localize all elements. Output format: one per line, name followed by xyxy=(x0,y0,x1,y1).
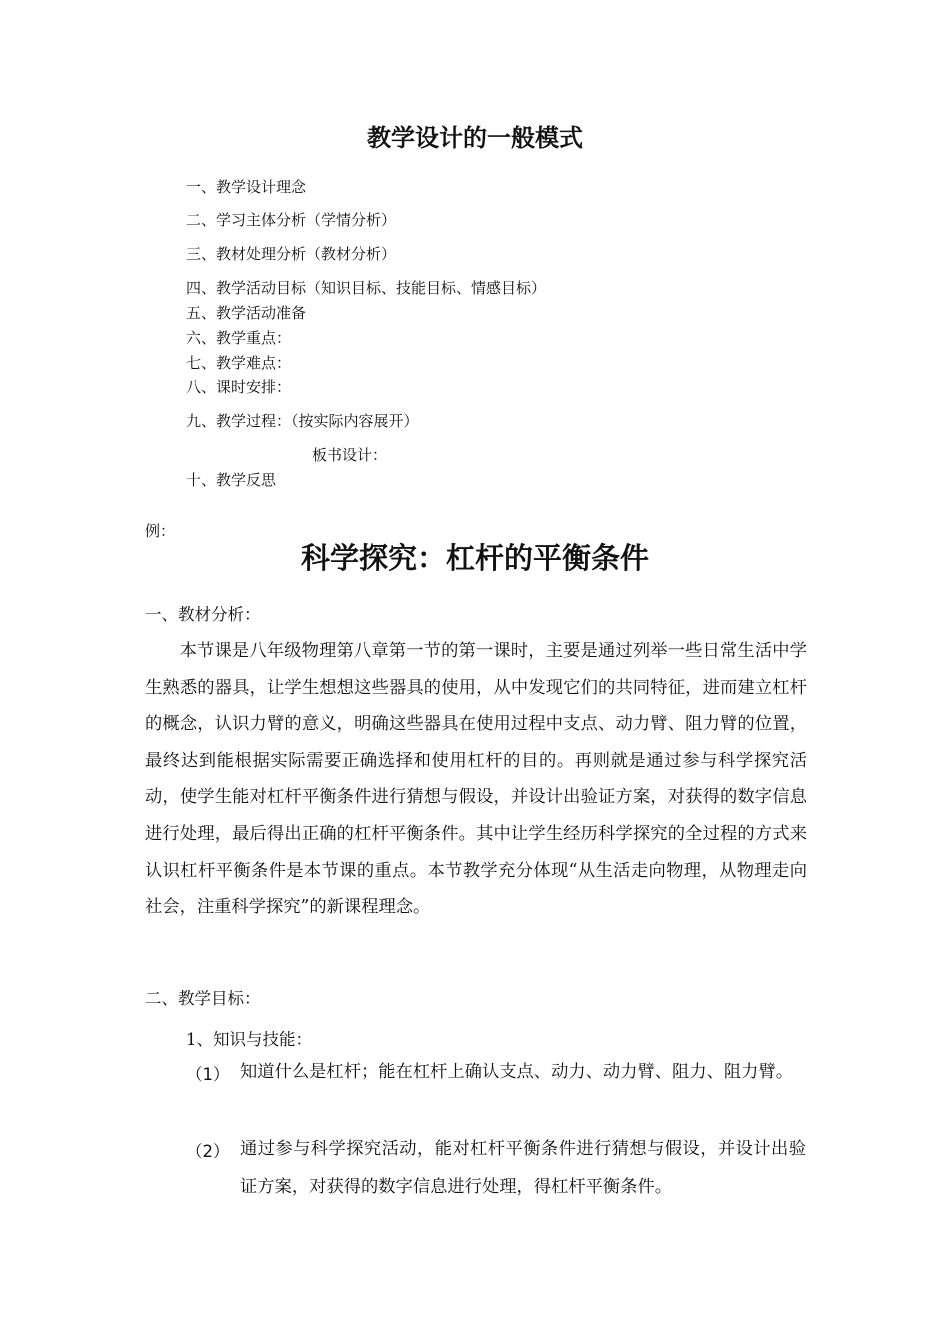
outline-item-4: 四、教学活动目标（知识目标、技能目标、情感目标） xyxy=(186,279,547,297)
outline-item-8: 八、课时安排： xyxy=(186,378,292,396)
lesson-title: 科学探究：杠杆的平衡条件 xyxy=(300,541,649,575)
outline-item-board-design: 板书设计： xyxy=(312,446,388,464)
document-title: 教学设计的一般模式 xyxy=(367,123,583,152)
section-heading-material-analysis: 一、教材分析： xyxy=(145,605,261,624)
goal-item-2: 通过参与科学探究活动，能对杠杆平衡条件进行猜想与假设，并设计出验证方案，对获得的数字信息进行处理，得杠杆平衡条件。 xyxy=(240,1139,806,1197)
section-heading-teaching-goals: 二、教学目标： xyxy=(145,989,261,1008)
outline-item-10: 十、教学反思 xyxy=(186,471,277,489)
material-analysis-paragraph: 本节课是八年级物理第八章第一节的第一课时，主要是通过列举一些日常生活中学生熟悉的器具，让学生想想这些器具的使用，从中发现它们的共同特征，进而建立杠杆的概念，认识力臂的意义，明确这些器具在使用过程中支点、动力臂、阻力臂的位置，最终达到能根据实际需要正确选择和使用杠杆的目的。再则就是通过参与科学探究活动，使学生能对杠杆平衡条件进行猜想与假设，并设计出验证方案，对获得的数字信息进行处理，最后得出正确的杠杆平衡条件。其中让学生经历科学探究的全过程的方式来认识杠杆平衡条件是本节课的重点。本节教学充分体现“从生活走向物理，从物理走向社会，注重科学探究”的新课程理念。 xyxy=(145,641,807,918)
outline-item-7: 七、教学难点： xyxy=(186,354,292,372)
outline-item-1: 一、教学设计理念 xyxy=(186,178,307,196)
subheading-knowledge-skills: 1、知识与技能： xyxy=(186,1030,312,1049)
item-number-2: （2） xyxy=(186,1142,230,1161)
outline-item-6: 六、教学重点： xyxy=(186,329,292,347)
outline-item-9: 九、教学过程：（按实际内容展开） xyxy=(186,412,419,430)
outline-item-3: 三、教材处理分析（教材分析） xyxy=(186,245,397,263)
goal-item-1: 知道什么是杠杆；能在杠杆上确认支点、动力、动力臂、阻力、阻力臂。 xyxy=(240,1062,794,1082)
item-number-1: （1） xyxy=(186,1065,230,1084)
outline-item-2: 二、学习主体分析（学情分析） xyxy=(186,211,397,229)
outline-item-5: 五、教学活动准备 xyxy=(186,304,307,322)
example-label: 例： xyxy=(145,522,176,540)
